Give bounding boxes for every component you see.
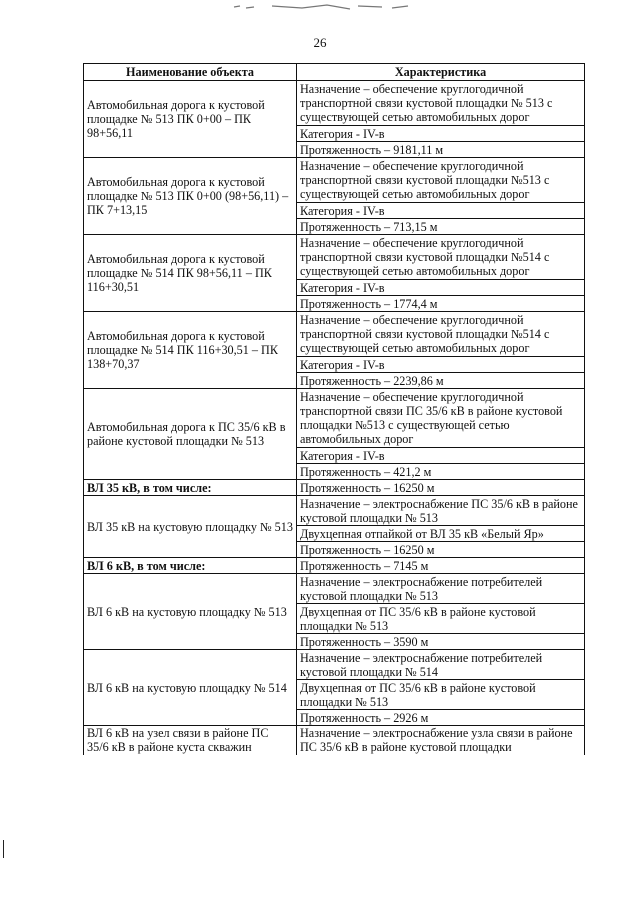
characteristic-cell: Категория - IV-в xyxy=(297,126,585,142)
characteristic-cell: Назначение – обеспечение круглогодичной транспортной связи кустовой площадки №514 с существующей сетью автомобильных дорог xyxy=(297,235,585,280)
characteristic-cell: Категория - IV-в xyxy=(297,357,585,373)
table-row xyxy=(84,726,585,756)
characteristic-cell: Протяженность – 3590 м xyxy=(297,634,585,650)
characteristic-cell: Протяженность – 1774,4 м xyxy=(297,296,585,312)
characteristic-cell: Протяженность – 16250 м xyxy=(297,480,585,496)
page-number: 26 xyxy=(313,35,327,50)
object-name-cell: Автомобильная дорога к кустовой площадке № 513 ПК 0+00 (98+56,11) – ПК 7+13,15 xyxy=(84,158,297,235)
characteristic-cell: Протяженность – 9181,11 м xyxy=(297,142,585,158)
characteristic-cell: Категория - IV-в xyxy=(297,280,585,296)
characteristic-cell: Назначение – обеспечение круглогодичной транспортной связи кустовой площадки №514 с существующей сетью автомобильных дорог xyxy=(297,312,585,357)
table-row xyxy=(84,389,585,448)
characteristic-cell: Категория - IV-в xyxy=(297,203,585,219)
table-header-row xyxy=(84,64,585,81)
object-name-cell: ВЛ 6 кВ на кустовую площадку № 513 xyxy=(84,574,297,650)
characteristic-cell: Двухцепная отпайкой от ВЛ 35 кВ «Белый Яр» xyxy=(297,526,585,542)
table-row xyxy=(84,312,585,357)
characteristic-cell: Категория - IV-в xyxy=(297,448,585,464)
table-row xyxy=(84,558,585,574)
object-name-cell: Автомобильная дорога к ПС 35/6 кВ в районе кустовой площадки № 513 xyxy=(84,389,297,480)
characteristic-cell: Протяженность – 421,2 м xyxy=(297,464,585,480)
characteristic-cell: Протяженность – 7145 м xyxy=(297,558,585,574)
characteristic-cell: Назначение – электроснабжение потребителей кустовой площадки № 513 xyxy=(297,574,585,604)
table-row xyxy=(84,496,585,526)
characteristic-cell: Назначение – обеспечение круглогодичной транспортной связи ПС 35/6 кВ в районе кустовой площадки №513 с существующей сетью автомобильных дорог xyxy=(297,389,585,448)
object-name-cell: ВЛ 35 кВ на кустовую площадку № 513 xyxy=(84,496,297,558)
object-name-cell: Автомобильная дорога к кустовой площадке № 514 ПК 98+56,11 – ПК 116+30,51 xyxy=(84,235,297,312)
object-name-cell: Автомобильная дорога к кустовой площадке № 513 ПК 0+00 – ПК 98+56,11 xyxy=(84,81,297,158)
group-heading-cell: ВЛ 35 кВ, в том числе: xyxy=(84,480,297,496)
characteristic-cell: Протяженность – 2239,86 м xyxy=(297,373,585,389)
characteristic-cell: Протяженность – 713,15 м xyxy=(297,219,585,235)
table-row xyxy=(84,235,585,280)
scan-margin-mark xyxy=(3,840,4,858)
object-name-cell: Автомобильная дорога к кустовой площадке № 514 ПК 116+30,51 – ПК 138+70,37 xyxy=(84,312,297,389)
column-header-object: Наименование объекта xyxy=(84,64,297,81)
table-row xyxy=(84,480,585,496)
table-row xyxy=(84,158,585,203)
characteristic-cell: Назначение – электроснабжение ПС 35/6 кВ в районе кустовой площадки № 513 xyxy=(297,496,585,526)
characteristic-cell: Двухцепная от ПС 35/6 кВ в районе кустовой площадки № 513 xyxy=(297,680,585,710)
characteristics-table xyxy=(83,63,585,755)
object-name-cell: ВЛ 6 кВ на кустовую площадку № 514 xyxy=(84,650,297,726)
characteristic-cell: Двухцепная от ПС 35/6 кВ в районе кустовой площадки № 513 xyxy=(297,604,585,634)
table-row xyxy=(84,574,585,604)
table-row xyxy=(84,650,585,680)
characteristic-cell: Назначение – электроснабжение узла связи в районе ПС 35/6 кВ в районе кустовой площадки xyxy=(297,726,585,756)
characteristic-cell: Назначение – обеспечение круглогодичной транспортной связи кустовой площадки № 513 с существующей сетью автомобильных дорог xyxy=(297,81,585,126)
group-heading-cell: ВЛ 6 кВ, в том числе: xyxy=(84,558,297,574)
characteristic-cell: Протяженность – 2926 м xyxy=(297,710,585,726)
column-header-characteristic: Характеристика xyxy=(297,64,585,81)
characteristic-cell: Назначение – обеспечение круглогодичной транспортной связи кустовой площадки №513 с существующей сетью автомобильных дорог xyxy=(297,158,585,203)
table-row xyxy=(84,81,585,126)
object-name-cell: ВЛ 6 кВ на узел связи в районе ПС 35/6 кВ в районе куста скважин xyxy=(84,726,297,756)
characteristic-cell: Назначение – электроснабжение потребителей кустовой площадки № 514 xyxy=(297,650,585,680)
scan-noise-artifact xyxy=(232,2,412,12)
characteristic-cell: Протяженность – 16250 м xyxy=(297,542,585,558)
